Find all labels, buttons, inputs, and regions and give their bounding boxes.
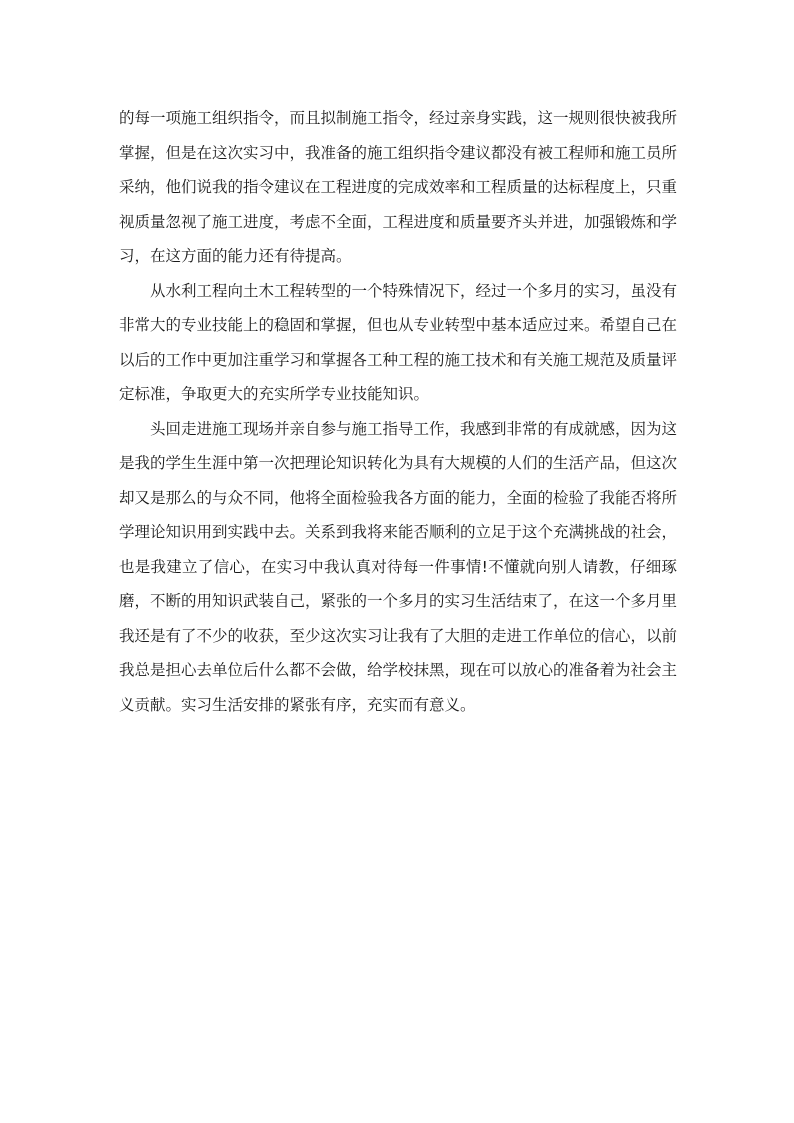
paragraph-3: 头回走进施工现场并亲自参与施工指导工作，我感到非常的有成就感，因为这是我的学生生涯中第一次把理论知识转化为具有大规模的人们的生活产品，但这次却又是那么的与众不同，他将全面检验我各方面的能力，全面的检验了我能否将所学理论知识用到实践中去。关系到我将来能否顺利的立足于这个充满挑战的社会，也是我建立了信心，在实习中我认真对待每一件事情!不懂就向别人请教，仔细琢磨，不断的用知识武装自己，紧张的一个多月的实习生活结束了，在这一个多月里我还是有了不少的收获，至少这次实习让我有了大胆的走进工作单位的信心，以前我总是担心去单位后什么都不会做，给学校抹黑，现在可以放心的准备着为社会主义贡献。实习生活安排的紧张有序，充实而有意义。 [119, 419, 678, 714]
paragraph-2: 从水利工程向土木工程转型的一个特殊情况下，经过一个多月的实习，虽没有非常大的专业技能上的稳固和掌握，但也从专业转型中基本适应过来。希望自己在以后的工作中更加注重学习和掌握各工种工程的施工技术和有关施工规范及质量评定标准，争取更大的充实所学专业技能知识。 [119, 281, 678, 403]
paragraph-1: 的每一项施工组织指令，而且拟制施工指令，经过亲身实践，这一规则很快被我所掌握，但是在这次实习中，我准备的施工组织指令建议都没有被工程师和施工员所采纳，他们说我的指令建议在工程进度的完成效率和工程质量的达标程度上，只重视质量忽视了施工进度，考虑不全面，工程进度和质量要齐头并进，加强锻炼和学习，在这方面的能力还有待提高。 [119, 109, 678, 265]
document-body [119, 101, 677, 722]
